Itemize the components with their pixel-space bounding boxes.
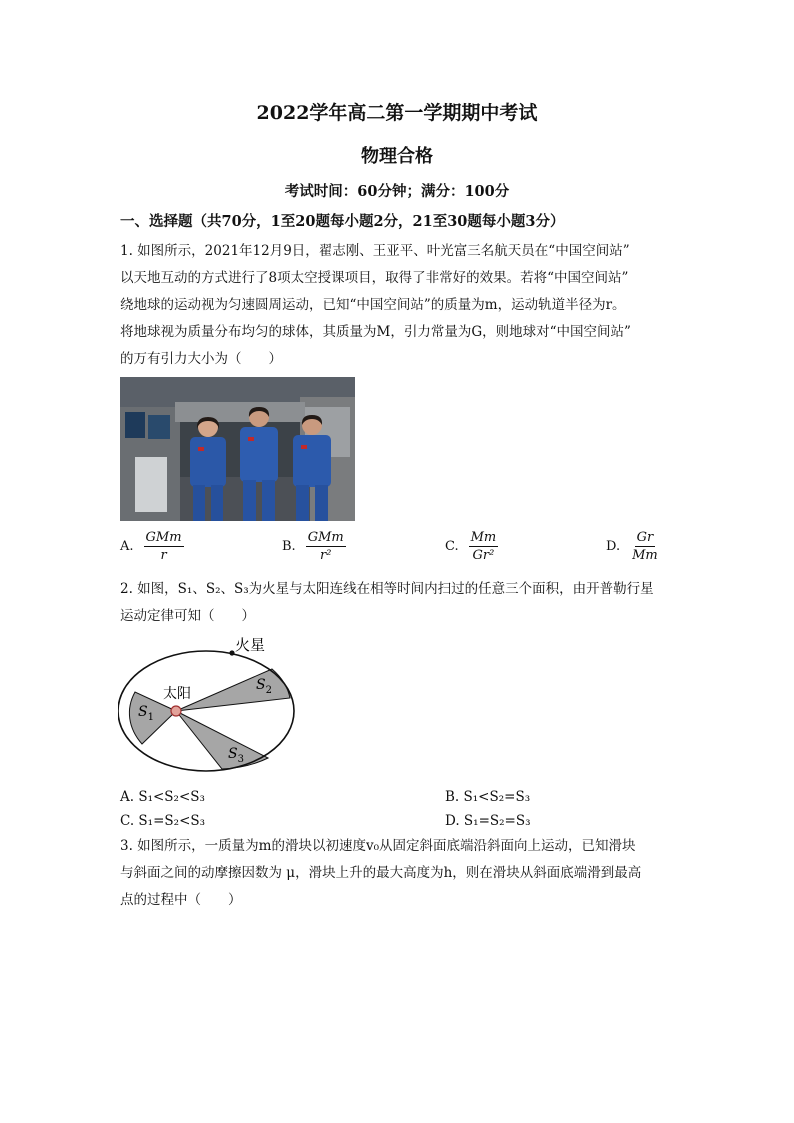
s2-label: $S_2$	[256, 677, 272, 696]
option-label: B.	[282, 539, 296, 554]
question-3-line: 3. 如图所示，一质量为m的滑块以初速度v₀从固定斜面底端沿斜面向上运动，已知滑块	[120, 838, 636, 854]
numerator: GMm	[307, 530, 344, 545]
question-3	[120, 833, 680, 914]
exam-title: 2022学年高二第一学期期中考试	[256, 102, 538, 124]
q1-option-c[interactable]	[445, 530, 498, 563]
space-station-photo	[120, 377, 355, 521]
orbit-diagram	[118, 632, 300, 780]
section-heading: 一、选择题（共70分，1至20题每小题2分，21至30题每小题3分）	[120, 213, 565, 230]
question-2	[120, 576, 680, 630]
option-label: A.	[120, 539, 134, 554]
formula-fraction	[144, 530, 184, 563]
numerator: Gr	[636, 530, 654, 545]
planet-label: 火星	[235, 636, 266, 654]
exam-subtitle: 物理合格	[361, 146, 433, 167]
option-label: D.	[606, 539, 621, 554]
question-2-line: 运动定律可知（ ）	[120, 608, 255, 624]
s2-sector	[176, 669, 290, 711]
question-1-line: 的万有引力大小为（ ）	[120, 351, 282, 367]
sun-label: 太阳	[163, 686, 191, 702]
question-2-line: 2. 如图，S₁、S₂、S₃为火星与太阳连线在相等时间内扫过的任意三个面积，由开普勒行星	[120, 581, 654, 597]
numerator: GMm	[145, 530, 182, 545]
denominator: Gr²	[472, 548, 495, 563]
question-1-line: 以天地互动的方式进行了8项太空授课项目，取得了非常好的效果。若将“中国空间站”	[120, 270, 629, 286]
q2-option-d[interactable]: D. S₁=S₂=S₃	[445, 813, 531, 829]
q1-option-b[interactable]	[282, 530, 346, 563]
denominator: Mm	[632, 548, 658, 563]
q2-option-b[interactable]: B. S₁<S₂=S₃	[445, 789, 531, 805]
s1-label: $S_1$	[138, 704, 154, 723]
formula-fraction	[306, 530, 346, 563]
q1-option-d[interactable]	[606, 530, 660, 563]
q2-option-c[interactable]: C. S₁=S₂<S₃	[120, 813, 206, 829]
numerator: Mm	[470, 530, 497, 545]
s3-sector	[176, 711, 268, 769]
q1-option-a[interactable]	[120, 530, 184, 563]
question-1-line: 将地球视为质量分布均匀的球体，其质量为M，引力常量为G，则地球对“中国空间站”	[120, 324, 631, 340]
denominator: r	[160, 548, 167, 563]
question-3-line: 点的过程中（ ）	[120, 892, 242, 908]
s3-label: $S_3$	[228, 746, 244, 765]
formula-fraction	[469, 530, 499, 563]
exam-info: 考试时间：60分钟；满分：100分	[284, 183, 510, 200]
question-1-line: 绕地球的运动视为匀速圆周运动，已知“中国空间站”的质量为m，运动轨道半径为r。	[120, 297, 626, 313]
option-label: C.	[445, 539, 459, 554]
denominator: r²	[319, 548, 332, 563]
question-1-line: 1. 如图所示，2021年12月9日，翟志刚、王亚平、叶光富三名航天员在“中国空间站”	[120, 243, 630, 259]
question-3-line: 与斜面之间的动摩擦因数为 μ，滑块上升的最大高度为h，则在滑块从斜面底端滑到最高	[120, 865, 642, 881]
question-1	[120, 238, 680, 373]
formula-fraction	[630, 530, 660, 563]
mars-dot	[229, 650, 234, 655]
q2-option-a[interactable]: A. S₁<S₂<S₃	[120, 789, 205, 805]
sun	[171, 706, 181, 716]
